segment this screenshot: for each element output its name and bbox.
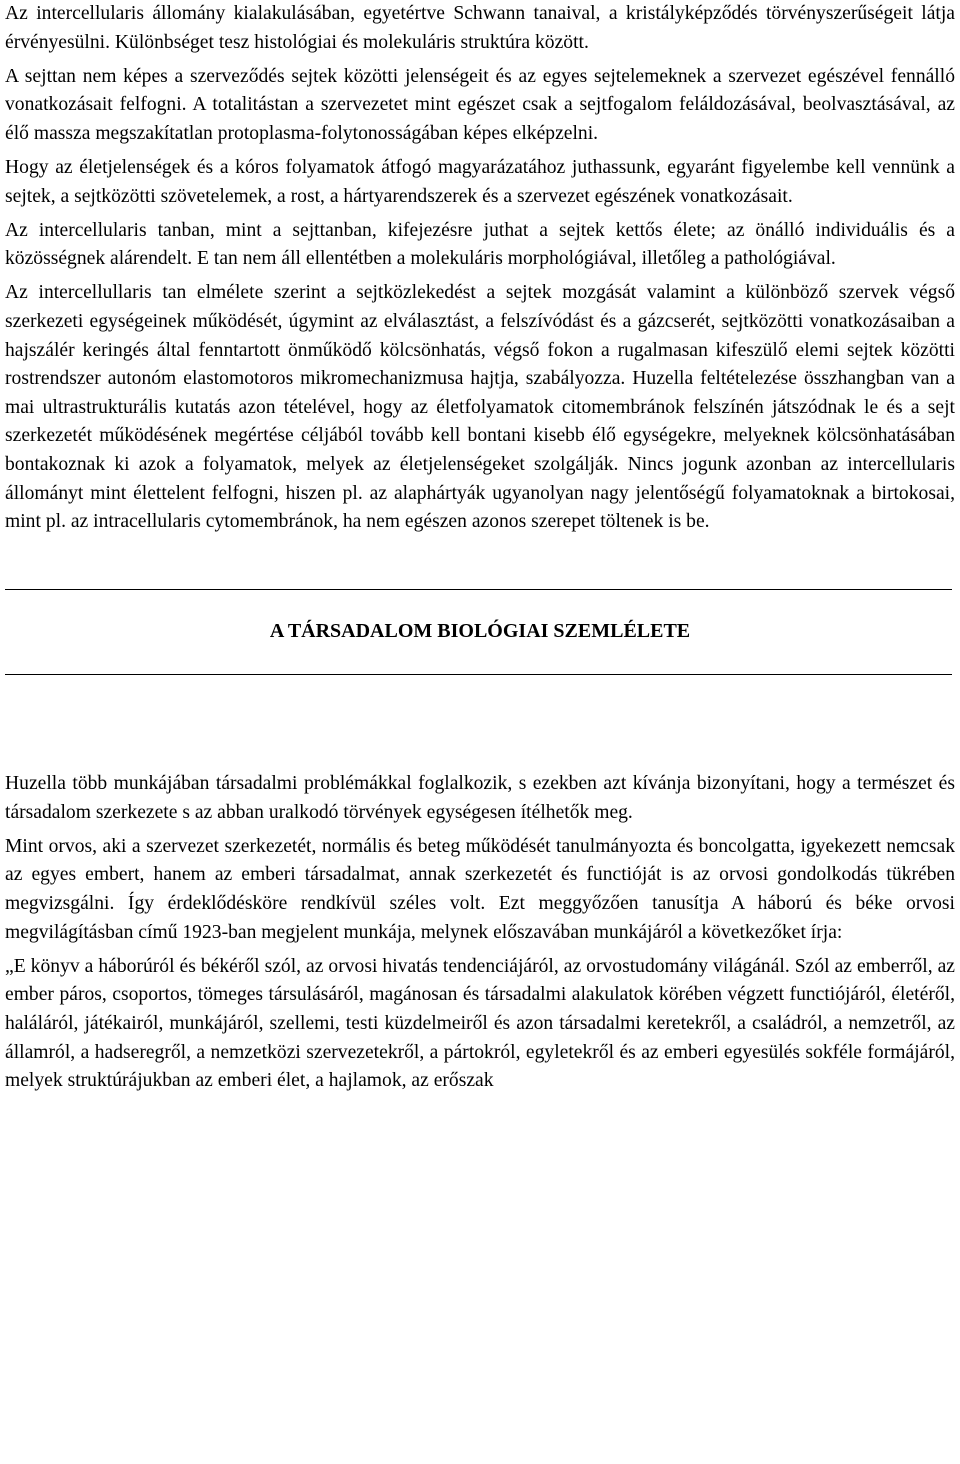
section-heading: A TÁRSADALOM BIOLÓGIAI SZEMLÉLETE (269, 620, 691, 643)
paragraph-physician-view: Mint orvos, aki a szervezet szerkezetét, normális és beteg működését tanulmányozta és boncolgatta, igyekezett nemcsak az egyes embert, hanem az emberi társadalmat, annak szerkezetét és functióját is az orvosi gondolkodás tükrében megvizsgálni. Így érdeklődésköre rendkívül széles volt. Ezt meggyőzően tanusítja A háború és béke orvosi megvilágításban című 1923-ban megjelent munkája, melynek előszavában munkájáról a következőket írja: (5, 835, 955, 943)
paragraph-intercellular-mechanism: Az intercellullaris tan elmélete szerint a sejtközlekedést a sejtek mozgását valamint a különböző szervek végső szerkezeti egységeinek működését, úgymint az elválasztást, a felszívódást és a gázcserét, sejtközötti vonatkozásaiban a hajszálér keringés által fenntartott önműködő kölcsönhatás, végső fokon a rugalmasan kifeszülő elemi sejtek közötti rostrendszer autonóm elastomotoros mikromechanizmusa hajtja, szabályozza. Huzella feltételezése összhangban van a mai ultrastrukturális kutatás azon tételével, hogy az életfolyamatok citomembránok felszínén játszódnak le és a sejt szerkezetét működésének megértése céljából tovább kell bontani kisebb élő egységekre, melyeknek kölcsönhatásában bontakoznak ki azok a folyamatok, melyek az életjelenségeket szolgálják. Nincs jogunk azonban az intercellularis állományt mint élettelent felfogni, hiszen pl. az alaphártyák ugyanolyan nagy jelentőségű folyamatoknak a birtokosai, mint pl. az intracellularis cytomembránok, ha nem egészen azonos szerepet töltenek is be. (5, 282, 955, 533)
document-page (5, 0, 955, 1101)
paragraph-social-problems: Huzella több munkájában társadalmi problémákkal foglalkozik, s ezekben azt kívánja bizonyítani, hogy a természet és társadalom szerkezete s az abban uralkodó törvények egységesen ítélhetők meg. (5, 773, 955, 823)
paragraph-intercellular-substance: Az intercellularis állomány kialakulásában, egyetértve Schwann tanaival, a kristályképződés törvényszerűségeit látja érvényesülni. Különbséget tesz histológiai és molekuláris struktúra között. (5, 3, 955, 53)
paragraph-book-quote: „E könyv a háborúról és békéről szól, az orvosi hivatás tendenciájáról, az orvostudomány világánál. Szól az emberről, az ember páros, csoportos, tömeges társulásáról, magánosan és társadalmi alakulatok körében végzett functiójáról, életéről, haláláról, játékairól, munkájáról, szellemi, testi küzdelmeiről és azon társadalmi keretekről, a családról, a nemzetről, az államról, a hadseregről, a nemzetközi szervezetekről, a pártokról, egyletekről és az emberi egyesülés sokféle formájáról, melyek struktúrájukban az emberi élet, a hajlamok, az erőszak (5, 955, 955, 1092)
paragraph-cell-theory: A sejttan nem képes a szerveződés sejtek közötti jelenségeit és az egyes sejtelemeknek a szervezet egészével fennálló vonatkozásait felfogni. A totalitástan a szervezetet mint egészet csak a sejtfogalom feláldozásával, beolvasztásával, az élő massza megszakítatlan protoplasma-folytonosságában képes elképzelni. (5, 65, 955, 144)
section-spacer-after (5, 675, 955, 770)
paragraph-life-phenomena: Hogy az életjelenségek és a kóros folyamatok átfogó magyarázatához juthassunk, egyaránt figyelembe kell vennünk a sejtek, a sejtközötti szövetelemek, a rost, a hártyarendszerek és a szervezet egészének vonatkozásait. (5, 156, 955, 207)
paragraph-intercellular-theory: Az intercellularis tanban, mint a sejttanban, kifejezésre juthat a sejtek kettős élete; az önálló individuális és a közösségnek alárendelt. E tan nem áll ellentétben a molekuláris morphológiával, illetőleg a pathológiával. (5, 219, 955, 270)
section-spacer (5, 542, 955, 589)
